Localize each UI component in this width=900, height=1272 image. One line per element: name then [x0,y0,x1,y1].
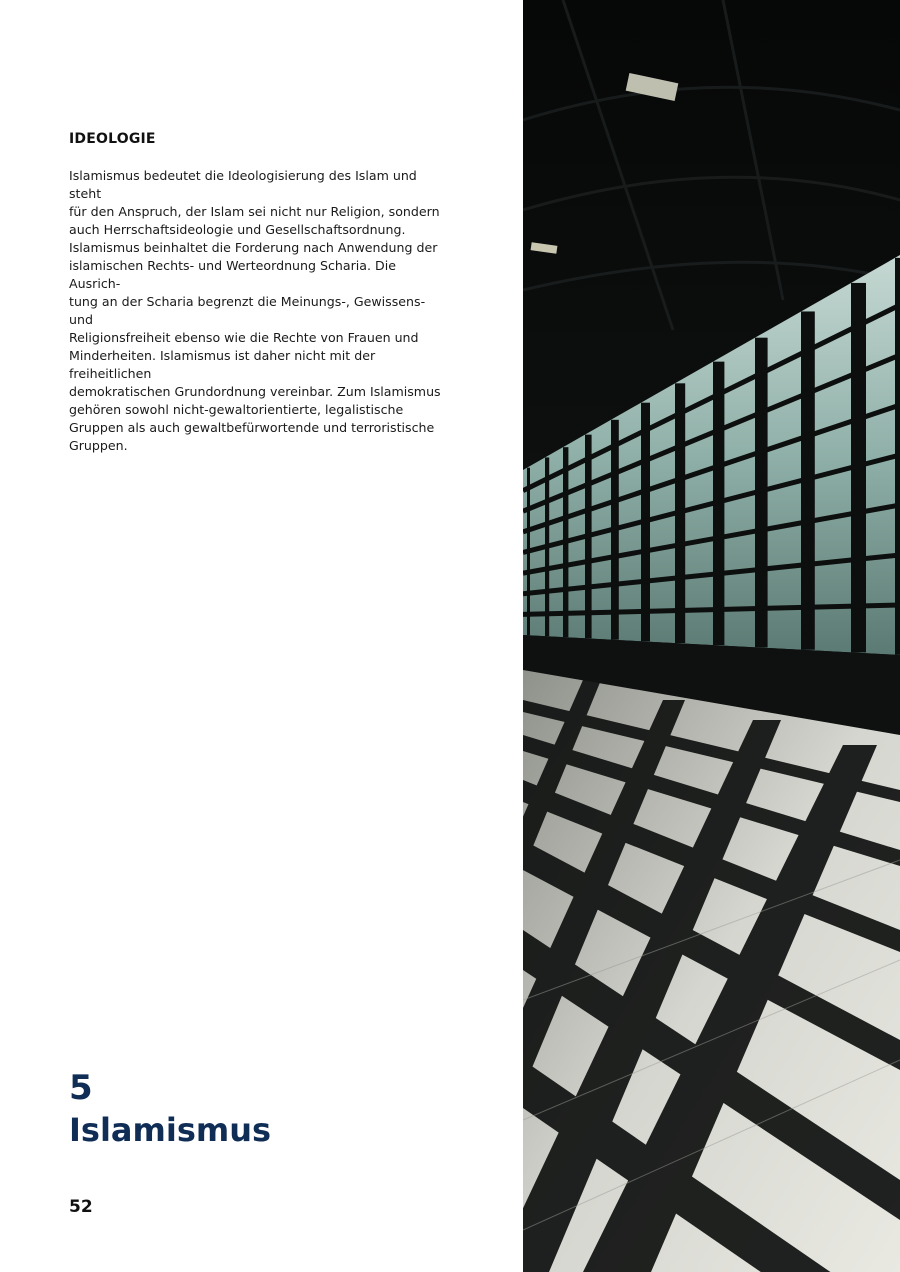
body-line: demokratischen Grundordnung vereinbar. Zum Islamismus [69,384,441,399]
section-heading: IDEOLOGIE [69,131,156,147]
body-line: Gruppen. [69,438,128,453]
body-line: gehören sowohl nicht-gewaltorientierte, legalistische [69,402,404,417]
body-line: tung an der Scharia begrenzt die Meinungs-, Gewissens- und [69,294,426,327]
body-line: Gruppen als auch gewaltbefürwortende und terroristische [69,420,435,435]
body-line: Minderheiten. Islamismus ist daher nicht mit der freiheitlichen [69,348,376,381]
body-line: Religionsfreiheit ebenso wie die Rechte von Frauen und [69,330,419,345]
chapter-number: 5 [69,1068,93,1108]
body-line: Islamismus beinhaltet die Forderung nach Anwendung der [69,240,438,255]
body-line: Islamismus bedeutet die Ideologisierung des Islam und steht [69,168,417,201]
body-line: islamischen Rechts- und Werteordnung Scharia. Die Ausrich- [69,258,396,291]
chapter-title: Islamismus [69,1111,272,1149]
body-line: für den Anspruch, der Islam sei nicht nur Religion, sondern [69,204,440,219]
hall-windows-shadow-photo [523,0,900,1272]
body-line: auch Herrschaftsideologie und Gesellschaftsordnung. [69,222,406,237]
page-number: 52 [69,1197,93,1217]
body-paragraph [69,167,449,455]
